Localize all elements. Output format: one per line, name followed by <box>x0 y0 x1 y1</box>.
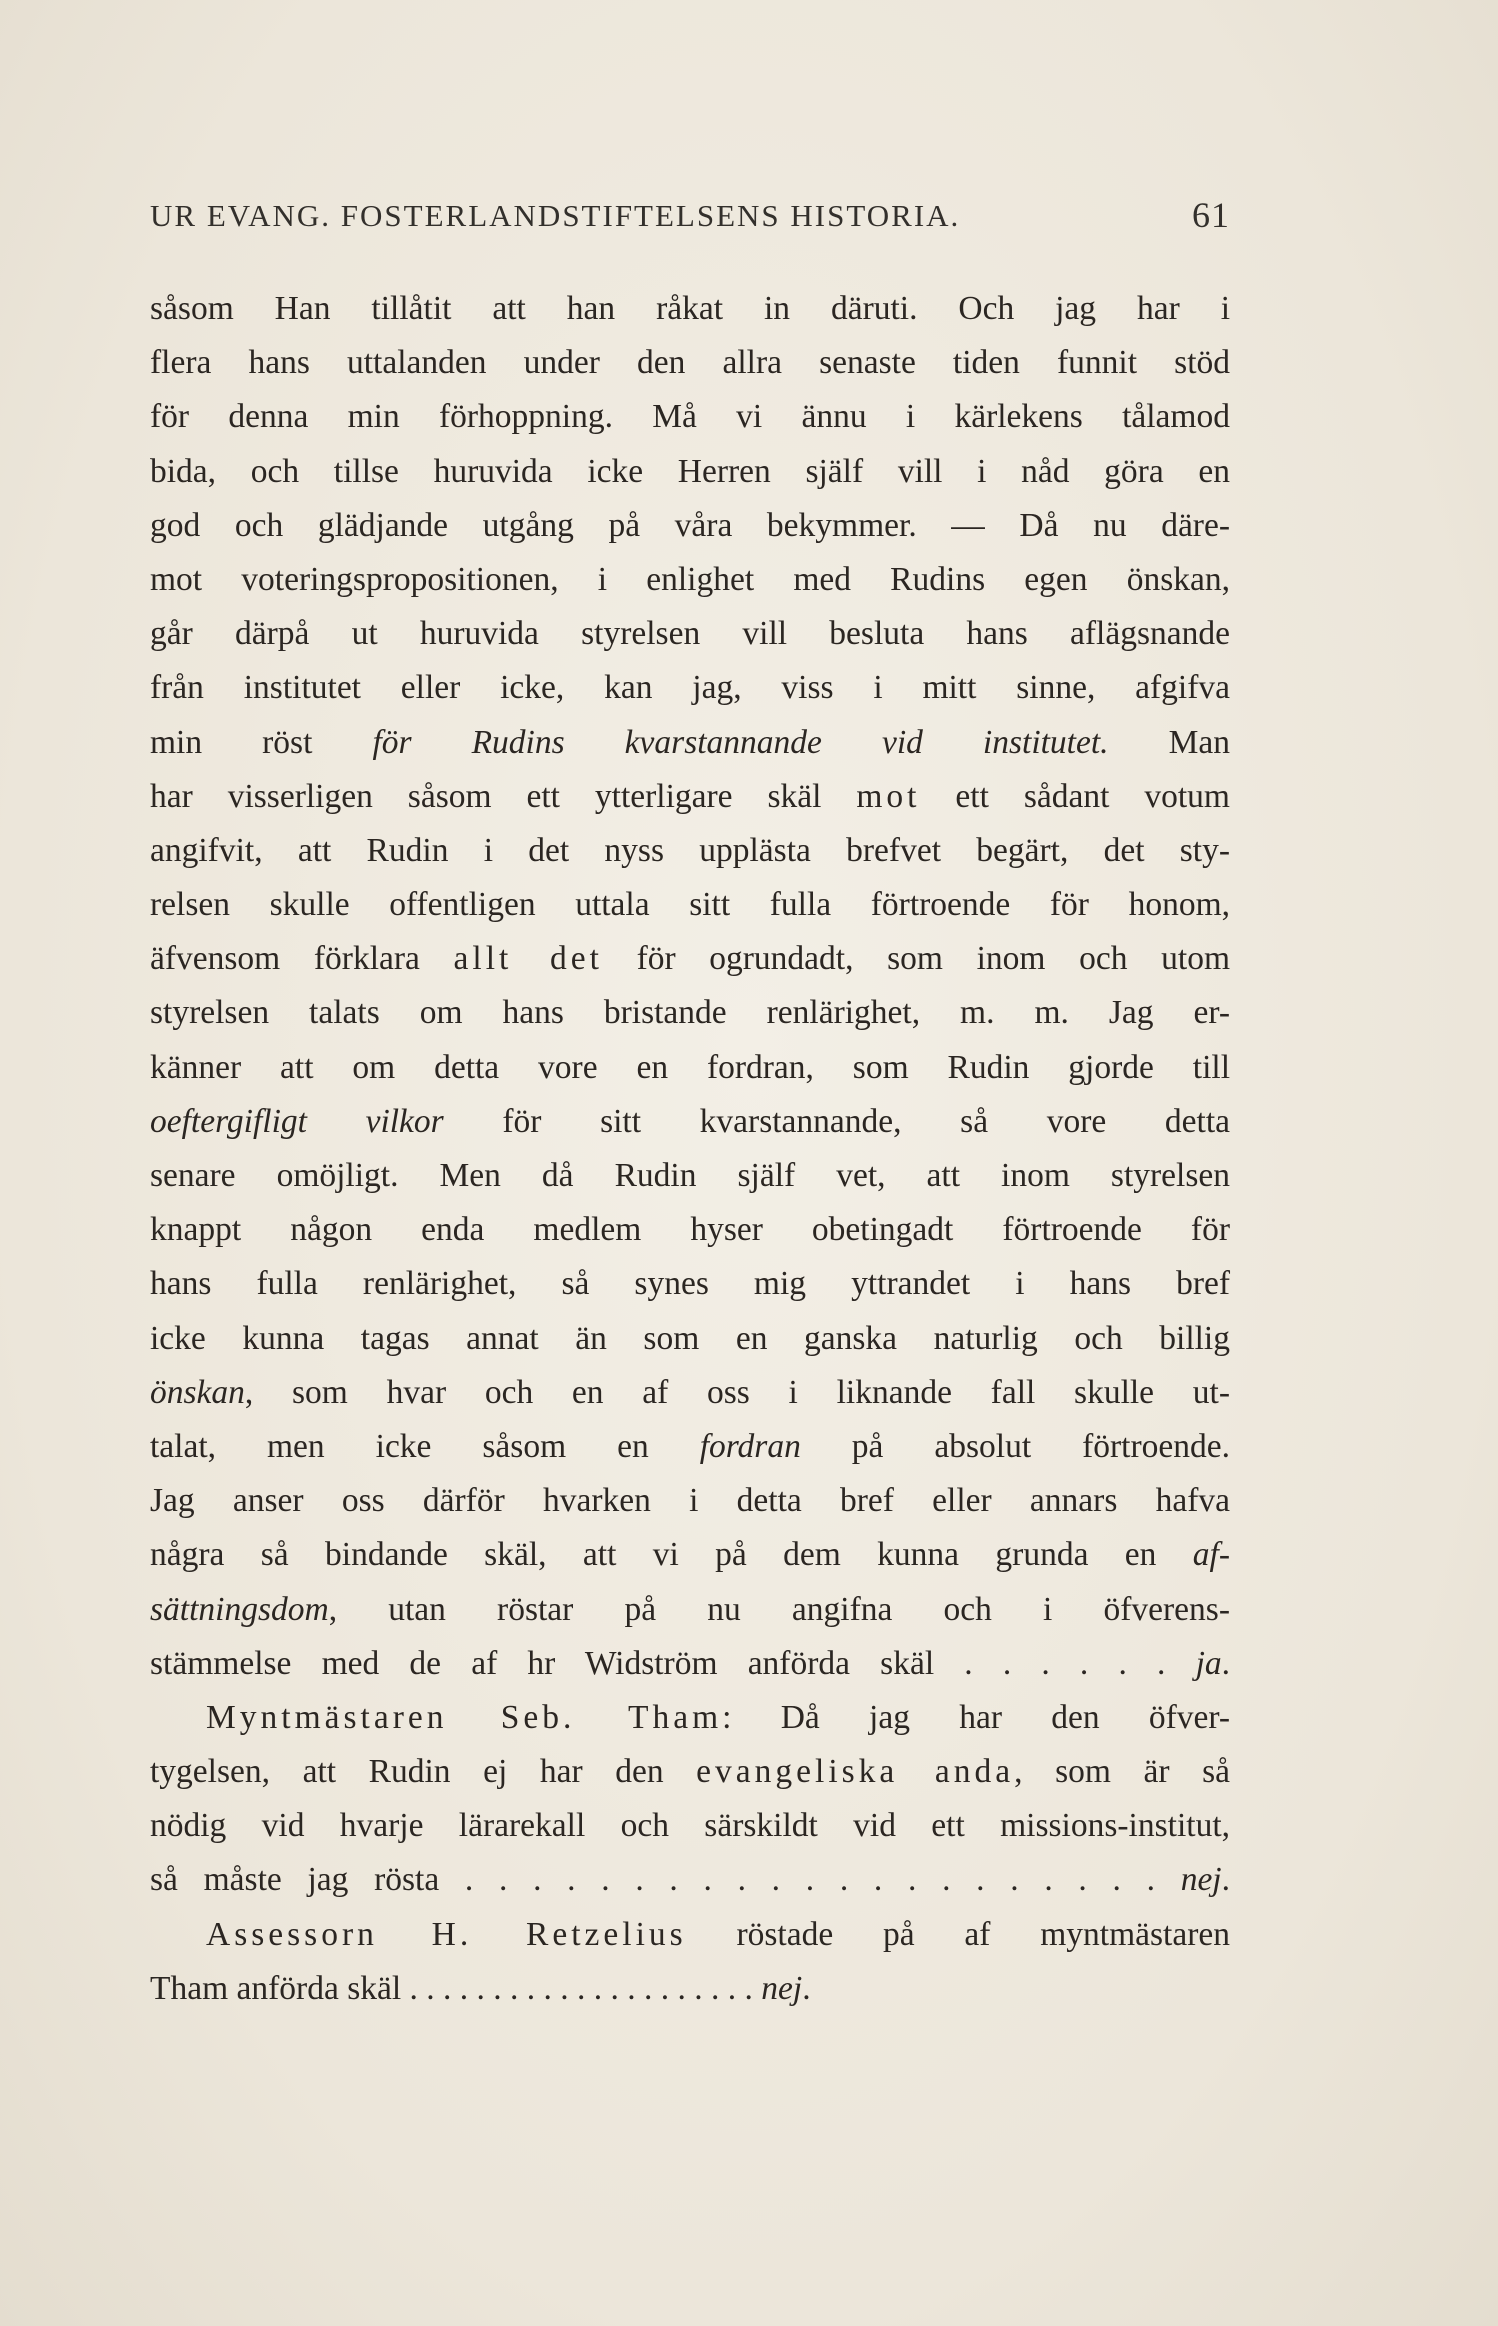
text-line <box>150 1691 1230 1745</box>
text-line: flera hans uttalanden under den allra senaste tiden funnit stöd <box>150 344 1230 382</box>
text-run: min röst <box>150 723 373 761</box>
italic-emphasis: fordran <box>699 1427 801 1465</box>
text-run: . <box>1221 1644 1230 1682</box>
text-run: på absolut förtroende. <box>800 1427 1230 1465</box>
text-line <box>150 1366 1230 1420</box>
text-run: ett sådant votum <box>920 777 1230 815</box>
text-line: bida, och tillse huruvida icke Herren själf vill i nåd göra en <box>150 452 1230 490</box>
text-run: . <box>802 1969 811 2007</box>
page-number: 61 <box>1192 195 1230 235</box>
text-line: nödig vid hvarje lärarekall och särskildt vid ett missions-institut, <box>150 1807 1230 1845</box>
text-line <box>150 1583 1230 1637</box>
text-run: så måste jag rösta . . . . . . . . . . . . . . . . . . . . . <box>150 1861 1181 1899</box>
text-line <box>150 1420 1230 1474</box>
running-head <box>150 195 1230 235</box>
text-line: mot voteringspropositionen, i enlighet med Rudins egen önskan, <box>150 560 1230 598</box>
text-run: , som hvar och en af oss i liknande fall skulle ut- <box>244 1373 1230 1411</box>
text-line <box>150 1745 1230 1799</box>
text-run: röstade på af myntmästaren <box>686 1915 1230 1953</box>
text-line <box>150 1095 1230 1149</box>
text-line <box>150 716 1230 770</box>
text-line: går därpå ut huruvida styrelsen vill besluta hans aflägsnande <box>150 615 1230 653</box>
spaced-emphasis: allt det <box>453 940 603 978</box>
text-line: för denna min förhoppning. Må vi ännu i kärlekens tålamod <box>150 398 1230 436</box>
text-line: hans fulla renlärighet, så synes mig yttrandet i hans bref <box>150 1265 1230 1303</box>
text-run: : Då jag har den öfver- <box>722 1698 1231 1736</box>
text-run: , utan röstar på nu angifna och i öfverens- <box>328 1590 1230 1628</box>
italic-emphasis: önskan <box>150 1373 245 1411</box>
text-line <box>150 1528 1230 1582</box>
text-run: Man <box>1108 723 1230 761</box>
text-line <box>150 1637 1230 1691</box>
text-line: Jag anser oss därför hvarken i detta bref eller annars hafva <box>150 1482 1230 1520</box>
text-run: , som är så <box>1014 1753 1230 1791</box>
italic-emphasis: för Rudins kvarstannande vid institutet. <box>372 723 1109 761</box>
text-run: äfvensom förklara <box>150 940 454 978</box>
text-line: knappt någon enda medlem hyser obetingadt förtroende för <box>150 1211 1230 1249</box>
text-run: stämmelse med de af hr Widström anförda skäl . . . . . . <box>150 1644 1196 1682</box>
vote-ja: ja <box>1195 1644 1222 1682</box>
text-line: relsen skulle offentligen uttala sitt fulla förtroende för honom, <box>150 886 1230 924</box>
running-title: UR EVANG. FOSTERLANDSTIFTELSENS HISTORIA. <box>150 198 961 233</box>
text-line: icke kunna tagas annat än som en ganska naturlig och billig <box>150 1319 1230 1357</box>
speaker-name: Assessorn H. Retzelius <box>206 1915 687 1953</box>
text-line: senare omöjligt. Men då Rudin själf vet, att inom styrelsen <box>150 1157 1230 1194</box>
text-run: har visserligen såsom ett ytterligare skäl <box>150 777 857 815</box>
text-line: känner att om detta vore en fordran, som Rudin gjorde till <box>150 1048 1230 1086</box>
text-run: Tham anförda skäl . . . . . . . . . . . . . . . . . . . . . <box>150 1969 762 2007</box>
vote-nej: nej <box>1180 1861 1222 1899</box>
spaced-emphasis: evangeliska anda <box>696 1753 1015 1791</box>
text-run: för ogrundadt, som inom och utom <box>602 940 1230 978</box>
text-line: god och glädjande utgång på våra bekymmer. — Då nu däre- <box>150 506 1230 544</box>
speaker-name: Myntmästaren Seb. Tham <box>206 1698 723 1736</box>
italic-emphasis: af- <box>1192 1536 1230 1574</box>
text-run: . <box>1221 1861 1230 1899</box>
text-line <box>150 1853 1230 1907</box>
text-line <box>150 932 1230 986</box>
text-line <box>150 1908 1230 1962</box>
text-run: tygelsen, att Rudin ej har den <box>150 1753 697 1791</box>
italic-emphasis: sättningsdom <box>150 1590 329 1628</box>
text-line: styrelsen talats om hans bristande renlärighet, m. m. Jag er- <box>150 994 1230 1032</box>
text-run: för sitt kvarstannande, så vore detta <box>443 1102 1230 1140</box>
text-line: angifvit, att Rudin i det nyss upplästa brefvet begärt, det sty- <box>150 831 1230 869</box>
vote-nej: nej <box>761 1969 803 2007</box>
spaced-emphasis: mot <box>856 777 921 815</box>
text-line: från institutet eller icke, kan jag, viss i mitt sinne, afgifva <box>150 669 1230 707</box>
body-text <box>150 282 1230 2016</box>
text-run: några så bindande skäl, att vi på dem kunna grunda en <box>150 1536 1193 1574</box>
text-line <box>150 1962 1230 2016</box>
text-run: talat, men icke såsom en <box>150 1427 700 1465</box>
italic-emphasis: oeftergifligt vilkor <box>150 1102 444 1140</box>
text-line <box>150 770 1230 824</box>
text-line: såsom Han tillåtit att han råkat in däruti. Och jag har i <box>150 290 1230 327</box>
